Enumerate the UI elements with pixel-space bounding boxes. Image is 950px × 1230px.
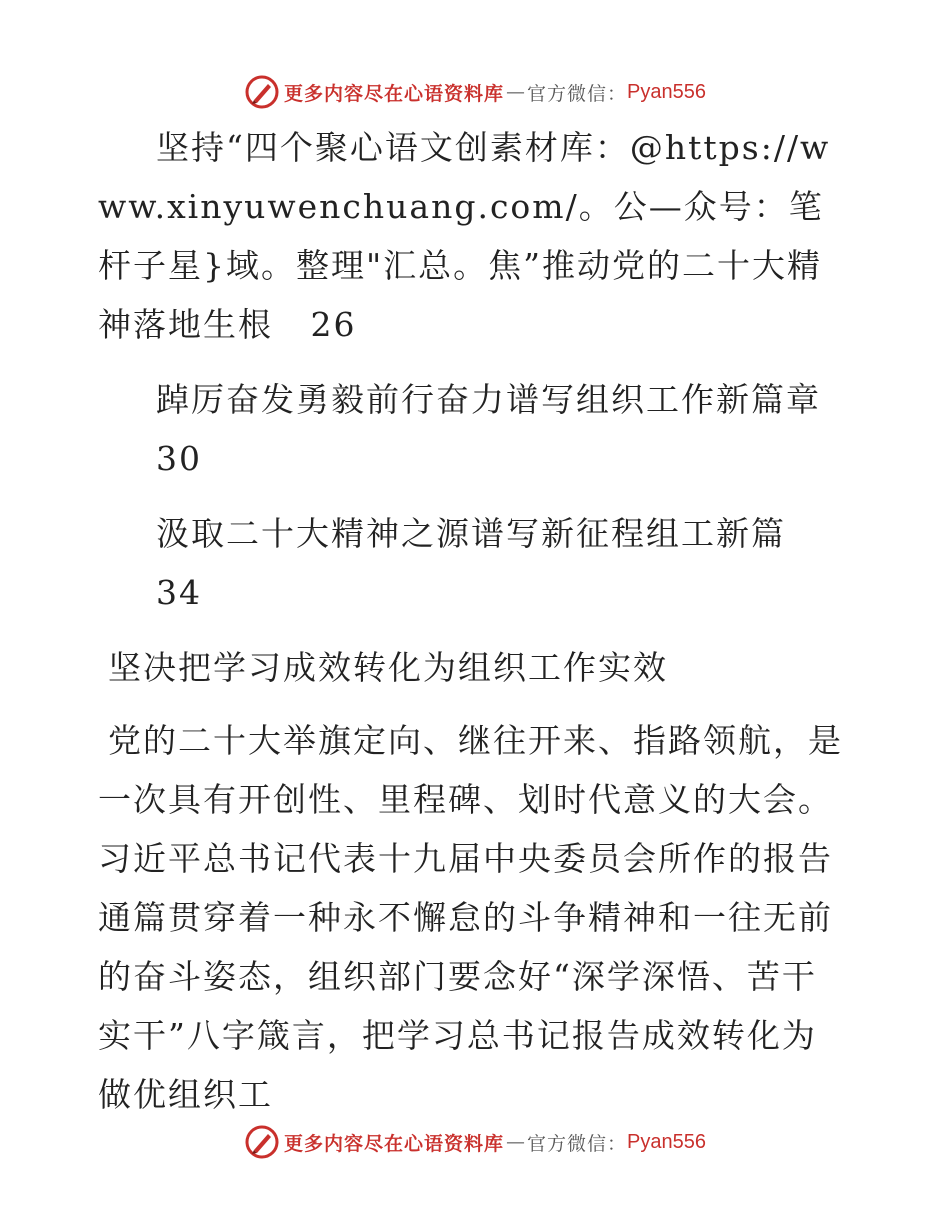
document-body [98,118,850,1124]
toc-entry-page: 30 [156,439,202,478]
watermark-wechat-id: Pyan556 [627,1130,706,1153]
watermark-wechat-label: 官方微信： [527,82,628,105]
watermark-dash: — [506,1131,526,1153]
watermark-text: 更多内容尽在心语资料库 [284,1132,505,1155]
toc-entry-page: 34 [156,573,202,612]
watermark-wechat-id: Pyan556 [627,80,706,103]
watermark-banner-top [0,72,950,112]
pen-logo-icon [244,1124,280,1160]
toc-entry [98,118,850,354]
pen-logo-icon [244,74,280,110]
toc-entry-title: 汲取二十大精神之源谱写新征程组工新篇 [156,514,786,553]
section-heading: 坚决把学习成效转化为组织工作实效 [108,648,668,687]
watermark-dash: — [506,81,526,103]
toc-entry-title: 踔厉奋发勇毅前行奋力谱写组织工作新篇章 [156,380,821,419]
toc-entry-page: 26 [310,305,357,344]
toc-entry [98,504,850,622]
body-paragraph: 党的二十大举旗定向、继往开来、指路领航，是一次具有开创性、里程碑、划时代意义的大会。习近平总书记代表十九届中央委员会所作的报告通篇贯穿着一种永不懈怠的斗争精神和一往无前的奋斗姿态，组织部门要念好“深学深悟、苦干实干”八字箴言，把学习总书记报告成效转化为做优组织工 [98,721,843,1114]
toc-entry-title: 坚持“四个聚心语文创素材库：@https://www.xinyuwenchuang.com/。公—众号：笔杆子星}域。整理"汇总。焦”推动党的二十大精神落地生根 [98,128,831,344]
watermark-wechat-label: 官方微信： [527,1132,628,1155]
toc-entry [98,370,850,488]
watermark-banner-bottom [0,1122,950,1162]
watermark-text: 更多内容尽在心语资料库 [284,82,505,105]
